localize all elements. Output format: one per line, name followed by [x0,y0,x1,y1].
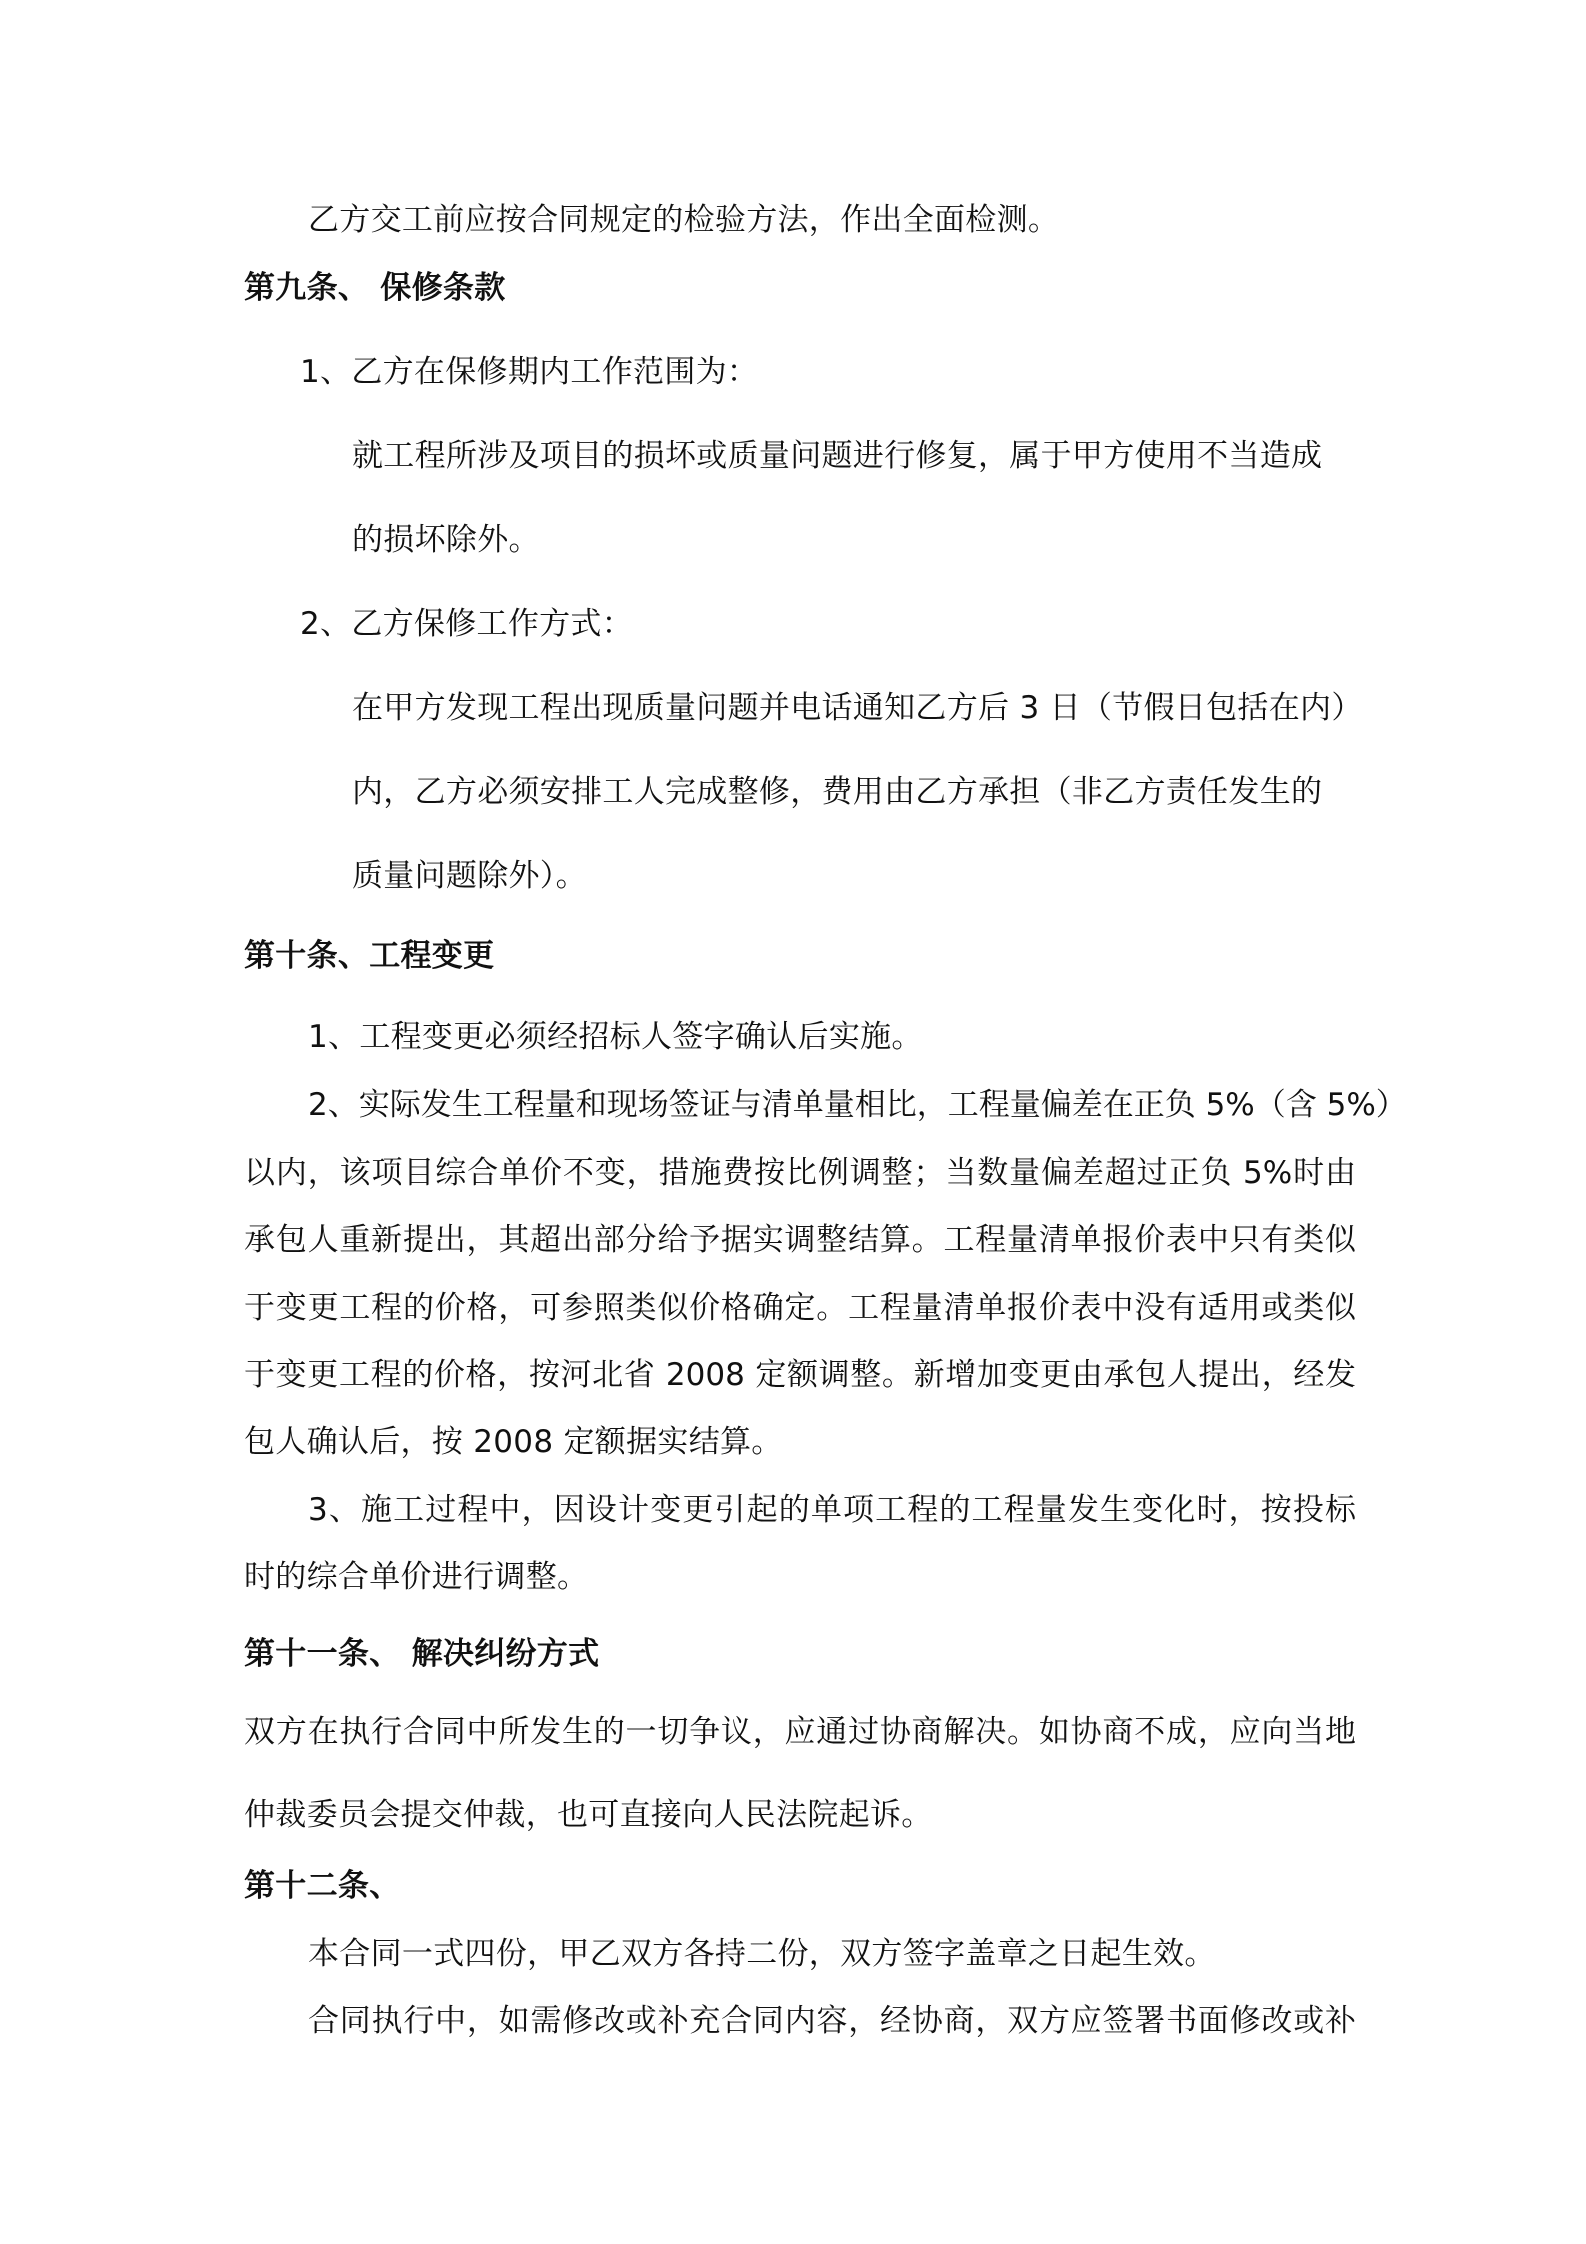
text-line: 时的综合单价进行调整。 [244,1559,589,1595]
text-line: 1、工程变更必须经招标人签字确认后实施。 [308,1019,923,1055]
text-line: 2、实际发生工程量和现场签证与清单量相比，工程量偏差在正负 5%（含 5%） [308,1087,1407,1123]
text-line: 1、乙方在保修期内工作范围为： [300,354,759,390]
text-line: 内，乙方必须安排工人完成整修，费用由乙方承担（非乙方责任发生的 [352,774,1323,810]
section-heading: 第九条、 保修条款 [244,270,506,306]
text-line: 于变更工程的价格，按河北省 2008 定额调整。新增加变更由承包人提出，经发 [244,1357,1356,1393]
text-line: 双方在执行合同中所发生的一切争议，应通过协商解决。如协商不成，应向当地 [244,1714,1356,1750]
text-line: 合同执行中，如需修改或补充合同内容，经协商，双方应签署书面修改或补 [308,2003,1356,2039]
section-heading: 第十条、工程变更 [244,938,495,974]
text-line: 包人确认后，按 2008 定额据实结算。 [244,1424,783,1460]
text-line: 3、施工过程中，因设计变更引起的单项工程的工程量发生变化时，按投标 [308,1492,1356,1528]
text-line: 在甲方发现工程出现质量问题并电话通知乙方后 3 日（节假日包括在内） [352,690,1363,726]
text-line: 承包人重新提出，其超出部分给予据实调整结算。工程量清单报价表中只有类似 [244,1222,1356,1258]
text-line: 质量问题除外）。 [352,858,587,894]
text-line: 乙方交工前应按合同规定的检验方法，作出全面检测。 [308,202,1060,238]
section-heading: 第十二条、 [244,1868,401,1904]
text-line: 的损坏除外。 [352,522,540,558]
text-line: 就工程所涉及项目的损坏或质量问题进行修复，属于甲方使用不当造成 [352,438,1323,474]
text-line: 2、乙方保修工作方式： [300,606,634,642]
section-heading: 第十一条、 解决纠纷方式 [244,1636,600,1672]
text-line: 以内，该项目综合单价不变，措施费按比例调整；当数量偏差超过正负 5%时由 [244,1155,1356,1191]
text-line: 仲裁委员会提交仲裁，也可直接向人民法院起诉。 [244,1797,933,1833]
text-line: 于变更工程的价格，可参照类似价格确定。工程量清单报价表中没有适用或类似 [244,1290,1356,1326]
text-line: 本合同一式四份，甲乙双方各持二份，双方签字盖章之日起生效。 [308,1936,1216,1972]
